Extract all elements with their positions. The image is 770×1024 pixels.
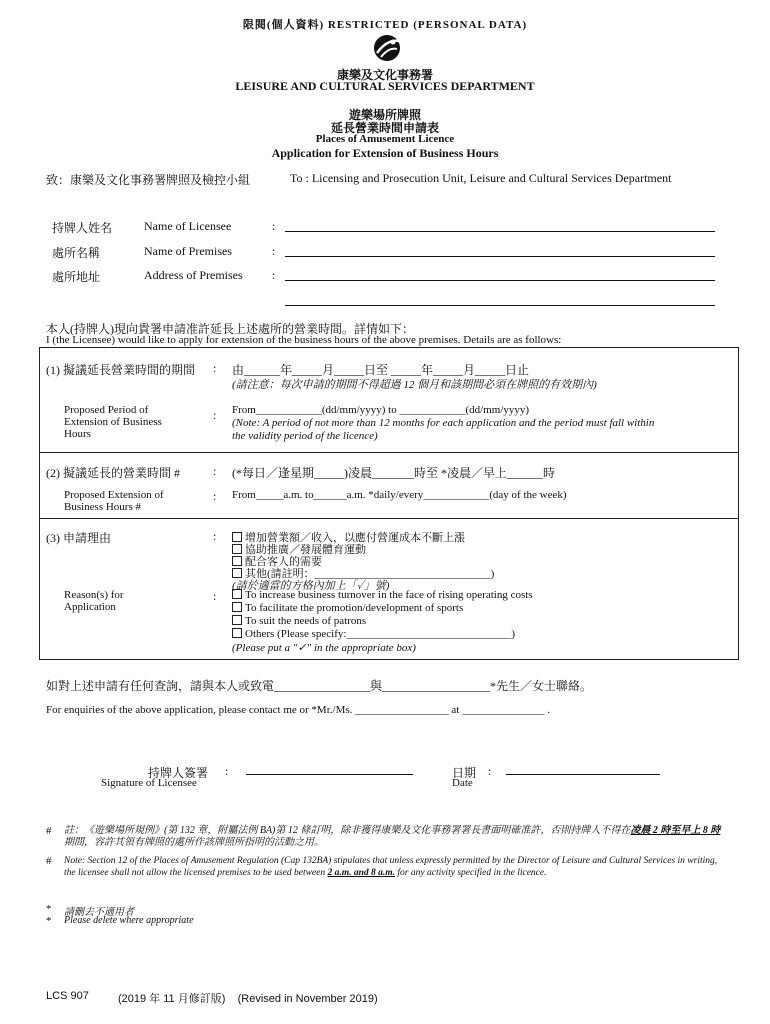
- colon: :: [225, 764, 229, 778]
- department-en: LEISURE AND CULTURAL SERVICES DEPARTMENT: [235, 79, 535, 93]
- tick-instruction-en: (Please put a "✓" in the appropriate box): [232, 642, 416, 654]
- colon: :: [213, 361, 217, 375]
- colon: :: [272, 268, 276, 282]
- form-code: LCS 907: [46, 990, 89, 1002]
- licensee-name-label-zh: 持牌人姓名: [52, 221, 113, 235]
- period-zh-note: (請注意：每次申請的期間不得超過 12 個月和該期間必須在牌照的有效期內): [232, 379, 597, 391]
- period-en-field[interactable]: From____________(dd/mm/yyyy) to ____________(dd/mm/yyyy): [232, 404, 529, 416]
- period-en-note-2: the validity period of the licence): [232, 430, 378, 442]
- hash-marker: #: [46, 825, 52, 837]
- colon: :: [272, 244, 276, 258]
- premises-name-field[interactable]: [285, 256, 715, 257]
- enquiry-zh: 如對上述申請有任何查詢，請與本人或致電________________與__________________*先生／女士聯絡。: [46, 679, 593, 693]
- signature-label-zh: 持牌人簽署: [148, 766, 209, 780]
- reason-zh-option[interactable]: 配合客人的需要: [232, 553, 322, 569]
- signature-field[interactable]: [246, 774, 413, 775]
- hours-zh-field[interactable]: (*每日／逢星期_____)凌晨_______時至 *凌晨／早上______時: [232, 466, 555, 480]
- colon: :: [213, 489, 217, 503]
- note-hash-zh: 註：《遊樂場所規例》(第 132 章，附屬法例 BA)第 12 條訂明，除非獲得康樂及文化事務署署長書面明確准許，否則持牌人不得在凌晨 2 時至早上 8 時期間，容許其領有牌照的處所作該牌照所指明的活動之用。: [64, 825, 721, 848]
- reason-en-option[interactable]: To suit the needs of patrons: [232, 615, 366, 627]
- reason-zh-option[interactable]: 協助推廣／發展體育運動: [232, 541, 366, 557]
- intro-en: I (the Licensee) would like to apply for extension of the business hours of the above premises. Details are as follows:: [46, 334, 562, 346]
- lcsd-logo: [371, 33, 403, 63]
- intro-zh: 本人(持牌人)現向貴署申請准許延長上述處所的營業時間。詳情如下：: [46, 322, 414, 336]
- section2-label-zh: (2) 擬議延長的營業時間 #: [46, 466, 180, 480]
- period-en-note-1: (Note: A period of not more than 12 months for each application and the period must fall within: [232, 417, 655, 429]
- restricted-banner: 限閱(個人資料) RESTRICTED (PERSONAL DATA): [242, 19, 528, 31]
- premises-name-label-zh: 處所名稱: [52, 246, 101, 260]
- hours-en-field[interactable]: From_____a.m. to______a.m. *daily/every____________(day of the week): [232, 489, 567, 501]
- department-zh: 康樂及文化事務署: [336, 68, 433, 82]
- licence-title-en: Places of Amusement Licence: [315, 133, 455, 145]
- enquiry-en: For enquiries of the above application, please contact me or *Mr./Ms. _________________ at _______________ .: [46, 704, 551, 716]
- licensee-name-field[interactable]: [285, 231, 715, 232]
- hash-marker: #: [46, 855, 52, 867]
- note-star-zh: 請刪去不適用者: [64, 907, 134, 918]
- reason-zh-option[interactable]: 其他(請註明：________________________________): [232, 565, 494, 581]
- reason-en-option[interactable]: To increase business turnover in the face of rising operating costs: [232, 589, 533, 601]
- section1-label-en: Proposed Period of Extension of Business Hours: [64, 404, 162, 440]
- revision-note: (2019 年 11 月修訂版) (Revised in November 2019): [118, 993, 378, 1005]
- premises-address-label-en: Address of Premises: [144, 268, 243, 282]
- section2-label-en: Proposed Extension of Business Hours #: [64, 489, 164, 513]
- premises-name-label-en: Name of Premises: [144, 244, 232, 258]
- licensee-name-label-en: Name of Licensee: [144, 219, 232, 233]
- section1-label-zh: (1) 擬議延長營業時間的期間: [46, 363, 195, 377]
- licence-title-zh: 遊樂場所牌照: [348, 108, 421, 122]
- premises-address-field-2[interactable]: [285, 305, 715, 306]
- colon: :: [272, 219, 276, 233]
- addressee-en: To : Licensing and Prosecution Unit, Leisure and Cultural Services Department: [290, 171, 672, 185]
- star-marker: *: [46, 903, 52, 915]
- note-hash-en: Note: Section 12 of the Places of Amusement Regulation (Cap 132BA) stipulates that unless expressly permitted by the Director of Leisure and Cultural Services in writing, the licensee shall not allow the licensed premises to be used between 2 a.m. and 8 a.m. for any activity specified in the licence.: [64, 856, 718, 878]
- premises-address-label-zh: 處所地址: [52, 270, 101, 284]
- colon: :: [488, 764, 492, 778]
- section3-label-en: Reason(s) for Application: [64, 589, 124, 613]
- premises-address-field[interactable]: [285, 280, 715, 281]
- signature-label-en: Signature of Licensee: [101, 777, 197, 789]
- colon: :: [213, 529, 217, 543]
- note-star-en: Please delete where appropriate: [64, 915, 194, 926]
- date-field[interactable]: [506, 774, 660, 775]
- reason-en-option[interactable]: Others (Please specify:______________________________): [232, 628, 515, 640]
- details-table: [39, 347, 739, 660]
- tick-instruction-zh: (請於適當的方格內加上「✓」號): [232, 580, 390, 592]
- addressee-zh: 致：康樂及文化事務署牌照及檢控小組: [46, 173, 251, 187]
- reason-en-option[interactable]: To facilitate the promotion/development of sports: [232, 602, 463, 614]
- colon: :: [213, 589, 217, 603]
- section3-label-zh: (3) 申請理由: [46, 531, 111, 545]
- reason-zh-option[interactable]: 增加營業額／收入，以應付營運成本不斷上漲: [232, 529, 465, 545]
- form-title-en: Application for Extension of Business Hours: [271, 146, 499, 160]
- star-marker: *: [46, 915, 52, 927]
- date-label-en: Date: [452, 777, 473, 789]
- colon: :: [213, 464, 217, 478]
- period-zh-field[interactable]: 由______年_____月_____日至 _____年_____月_____日止: [232, 363, 530, 377]
- date-label-zh: 日期: [452, 766, 477, 780]
- colon: :: [213, 408, 217, 422]
- form-title-zh: 延長營業時間申請表: [330, 121, 439, 135]
